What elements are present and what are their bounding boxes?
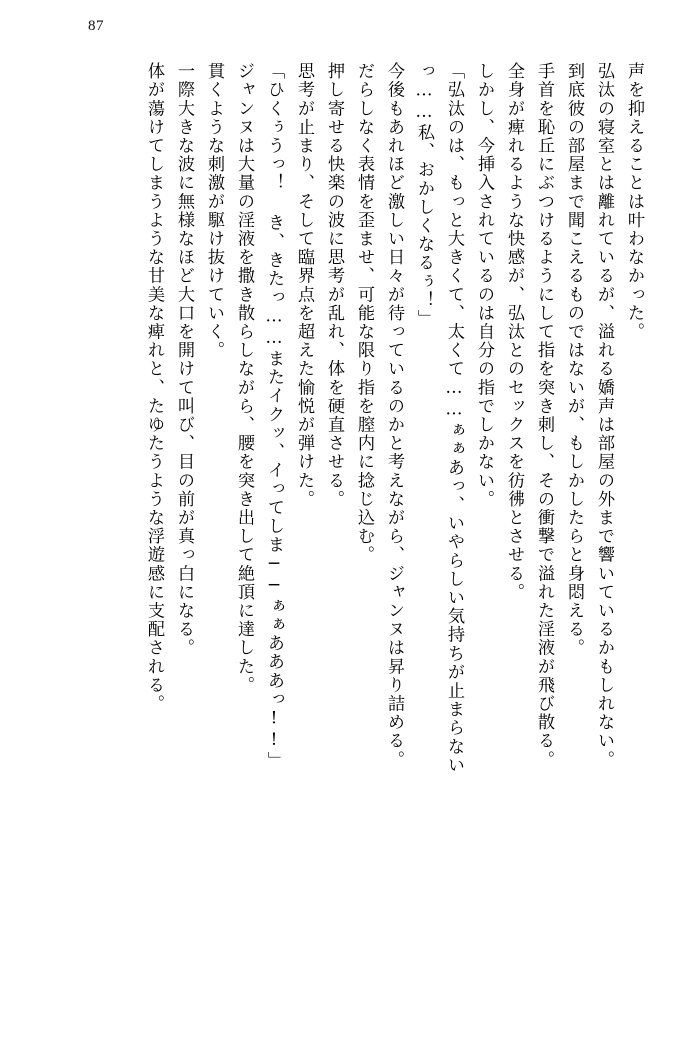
text-column: 手首を恥丘にぶつけるようにして指を突き刺し、その衝撃で溢れた淫液が飛び散る。 [534, 62, 554, 769]
text-column: 全身が痺れるような快感が、弘汰とのセックスを彷彿とさせる。 [504, 62, 524, 602]
page-number: 87 [88, 18, 104, 34]
text-column: 到底彼の部屋まで聞こえるものではないが、もしかしたらと身悶える。 [564, 62, 584, 658]
text-column: 声を抑えることは叶わなかった。 [624, 62, 644, 341]
text-column: ジャンヌは大量の淫液を撒き散らしながら、腰を突き出して絶頂に達した。 [234, 62, 254, 695]
text-column: 思考が止まり、そして臨界点を超えた愉悦が弾けた。 [294, 62, 314, 509]
text-column: 押し寄せる快楽の波に思考が乱れ、体を硬直させる。 [324, 62, 344, 509]
text-column: 一際大きな波に無様なほど大口を開けて叫び、目の前が真っ白になる。 [174, 62, 194, 658]
text-column: 「ひくぅうっ！ き、きたっ……またイクッ、イってしま──ぁぁあああっ!!」 [264, 62, 284, 770]
text-column: 体が蕩けてしまうような甘美な痺れと、たゆたうような浮遊感に支配される。 [144, 62, 164, 713]
text-column: っ……私、おかしくなるぅ！」 [414, 62, 434, 328]
text-column: 貫くような刺激が駆け抜けていく。 [204, 62, 224, 360]
vertical-text-block [46, 62, 642, 1010]
text-column: 「弘汰のは、もっと大きくて、太くて……ぁぁあっ、いやらしい気持ちが止まらない [444, 62, 464, 775]
text-column: 今後もあれほど激しい日々が待っているのかと考えながら、ジャンヌは昇り詰める。 [384, 62, 404, 769]
text-column: だらしなく表情を歪ませ、可能な限り指を膣内に捻じ込む。 [354, 62, 374, 565]
text-column: しかし、今挿入されているのは自分の指でしかない。 [474, 62, 494, 509]
text-column: 弘汰の寝室とは離れているが、溢れる嬌声は部屋の外まで響いているかもしれない。 [594, 62, 614, 769]
